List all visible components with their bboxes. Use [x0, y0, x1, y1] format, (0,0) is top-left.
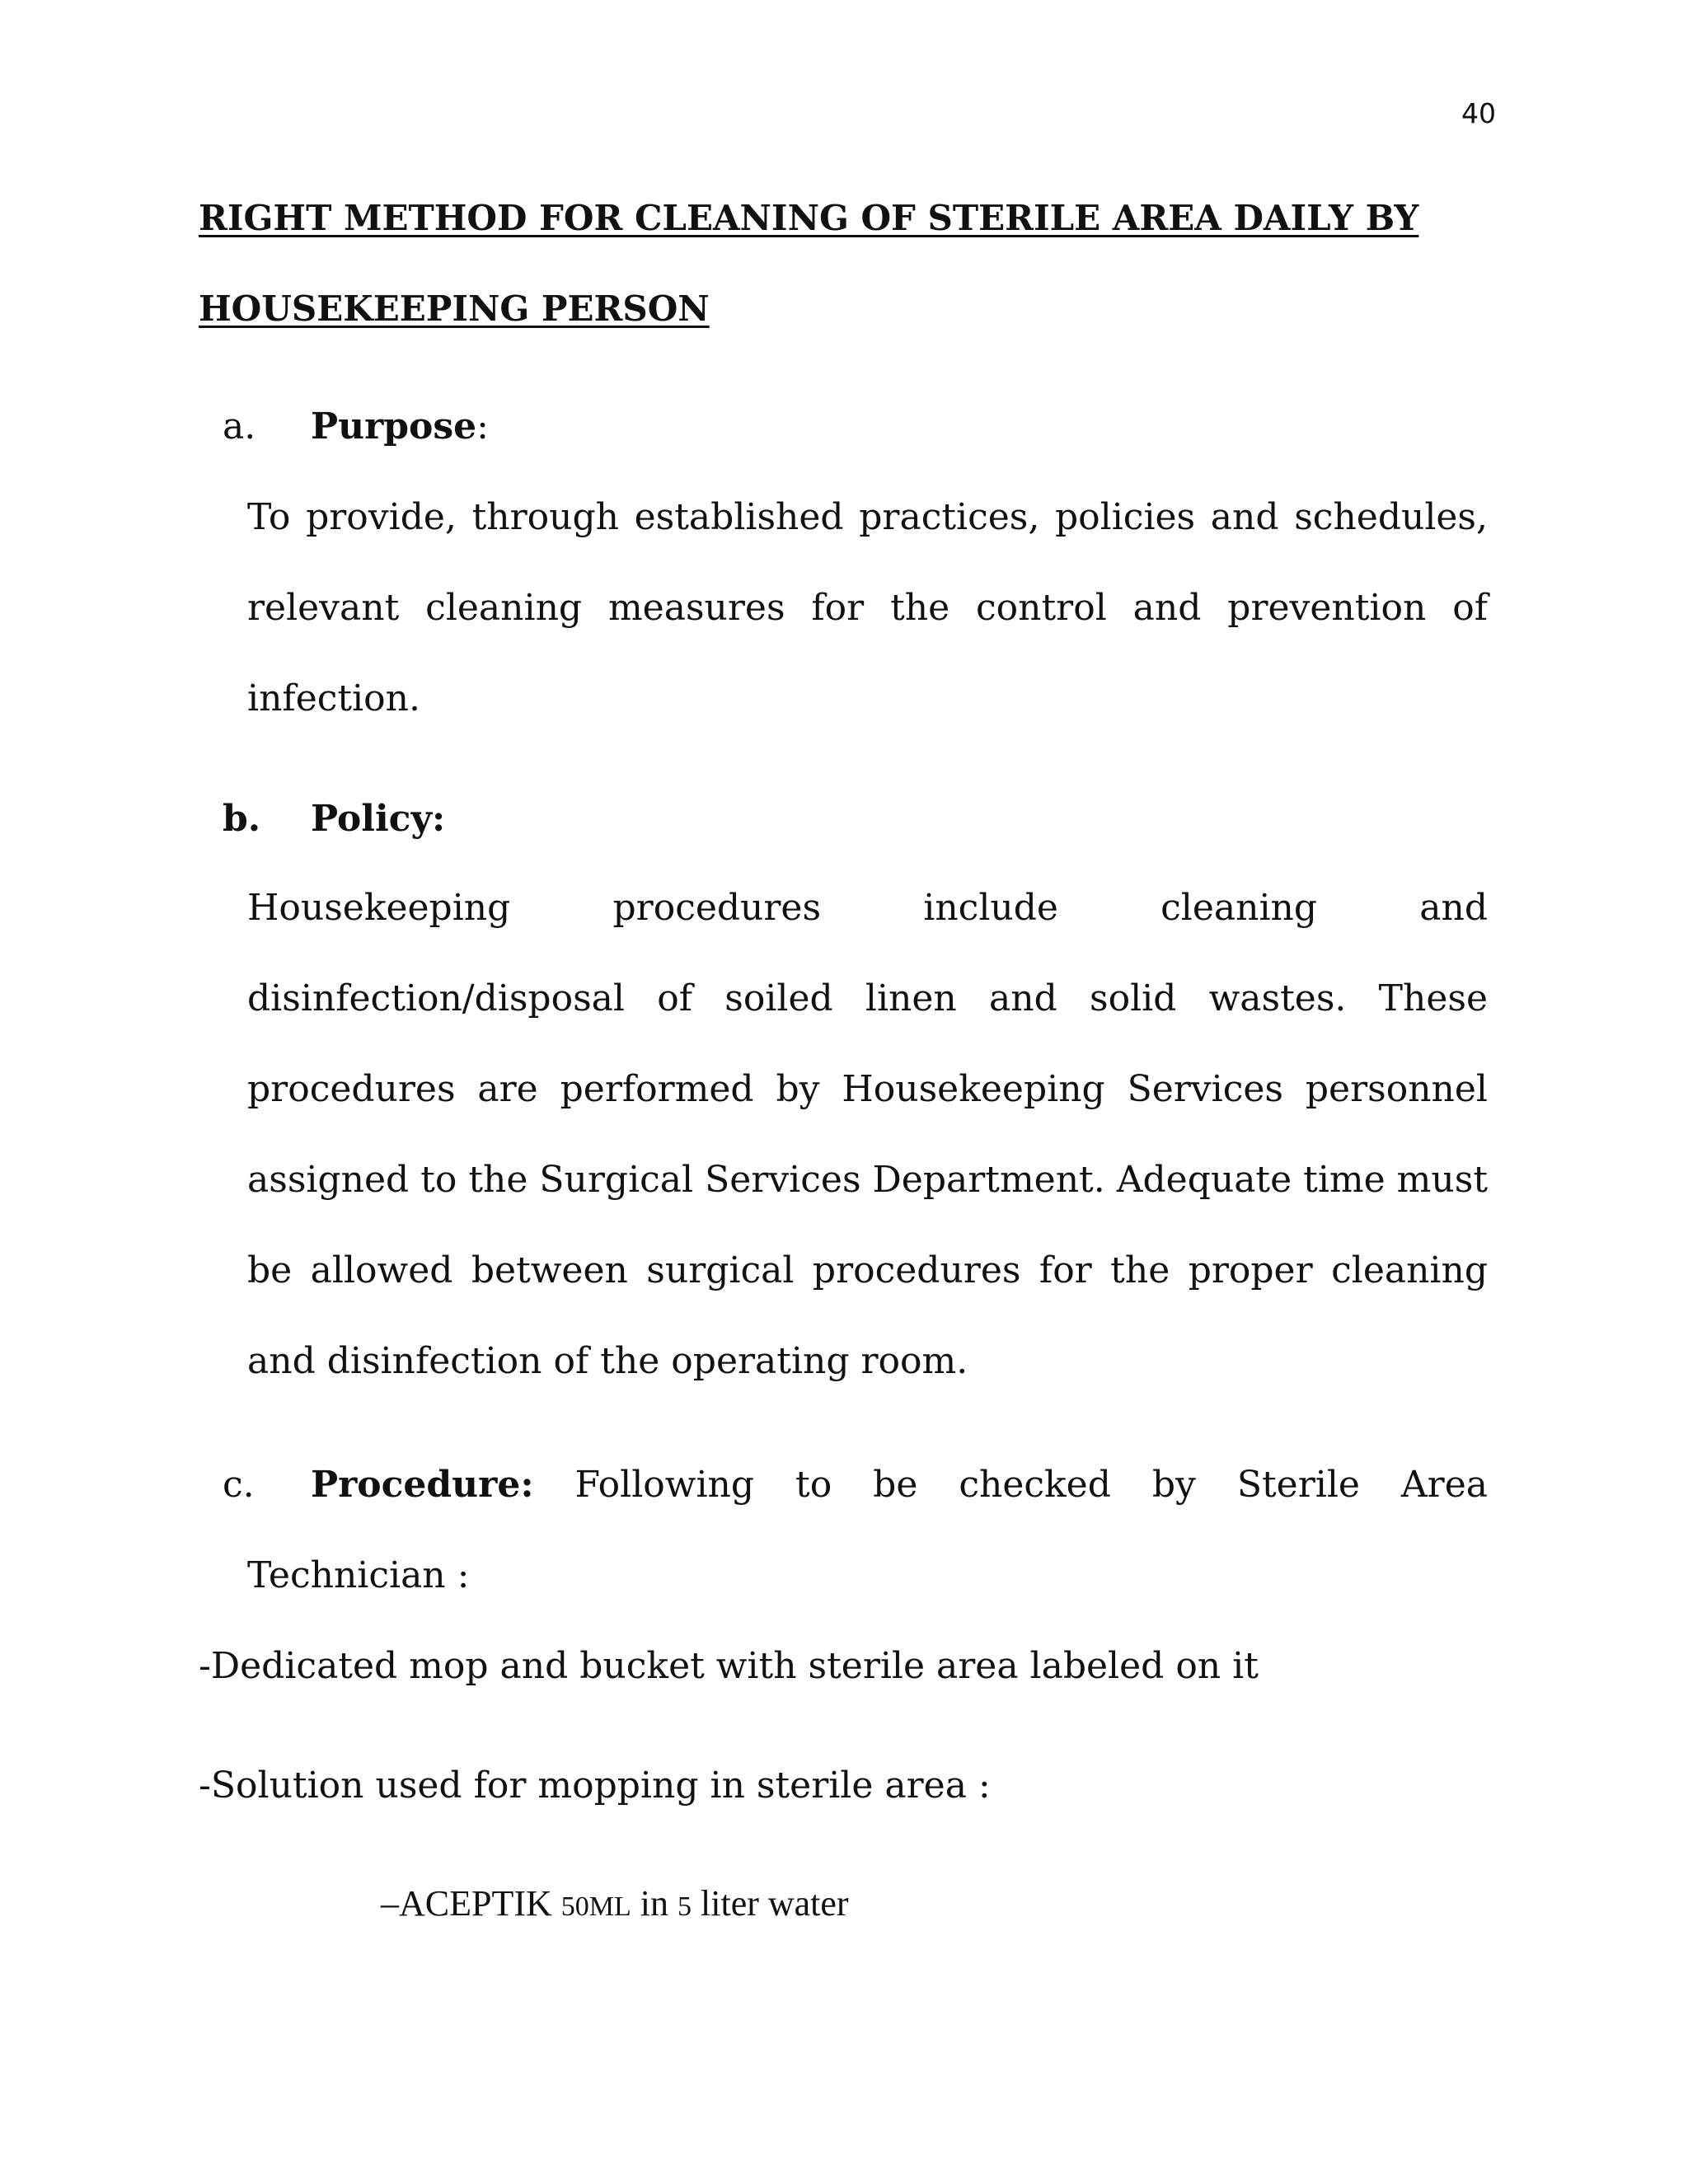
sub-item-amount: 50ML: [560, 1891, 631, 1922]
procedure-word: to: [795, 1464, 832, 1506]
procedure-word: by: [1151, 1464, 1196, 1506]
procedure-word: be: [873, 1464, 918, 1506]
procedure-heading: [223, 1464, 1488, 1506]
policy-heading: [223, 798, 445, 840]
purpose-label: Purpose: [311, 405, 477, 448]
purpose-heading: [223, 405, 489, 448]
procedure-word: Sterile: [1236, 1464, 1360, 1506]
sub-item-prefix: –ACEPTIK: [381, 1883, 561, 1924]
procedure-word: checked: [959, 1464, 1111, 1506]
procedure-letter: c.: [223, 1464, 255, 1506]
sub-item-middle: in: [631, 1883, 678, 1924]
document-title-line-1: RIGHT METHOD FOR CLEANING OF STERILE AREA DAILY BY: [199, 198, 1419, 238]
page-number: 40: [1461, 97, 1496, 129]
sub-item-suffix: liter water: [692, 1883, 849, 1924]
purpose-colon: :: [476, 405, 489, 448]
policy-letter: b.: [223, 798, 261, 840]
procedure-label-group: [223, 1464, 534, 1506]
document-title-line-2: HOUSEKEEPING PERSON: [199, 288, 710, 329]
procedure-item-mop: -Dedicated mop and bucket with sterile area labeled on it: [199, 1645, 1259, 1687]
procedure-continuation: Technician :: [247, 1554, 470, 1596]
policy-label: Policy:: [311, 798, 446, 840]
procedure-item-solution: -Solution used for mopping in sterile area :: [199, 1765, 991, 1807]
procedure-label: Procedure:: [311, 1464, 534, 1506]
procedure-word: Area: [1400, 1464, 1488, 1506]
purpose-letter: a.: [223, 405, 256, 448]
procedure-sub-item-aceptik: [381, 1882, 849, 1924]
policy-text: Housekeeping procedures include cleaning and disinfection/disposal of soiled linen and solid wastes. These procedures are performed by Housekeeping Services personnel assigned to the Surgical Services Department. Adequate time must be allowed between surgical procedures for the proper cleaning and disinfection of the operating room.: [247, 887, 1488, 1382]
procedure-word: Following: [574, 1464, 755, 1506]
purpose-text: To provide, through established practices, policies and schedules, relevant cleaning measures for the control and prevention of infection.: [247, 496, 1488, 719]
sub-item-qty: 5: [678, 1891, 692, 1922]
